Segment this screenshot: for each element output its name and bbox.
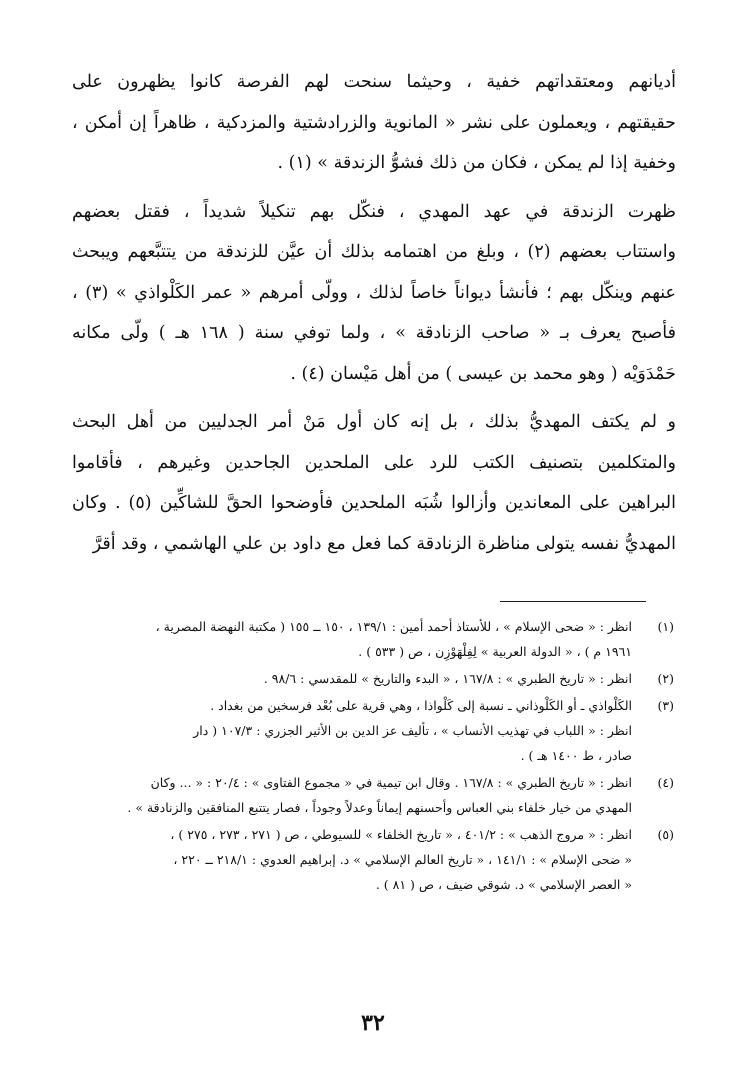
text-line: وخفية إذا لم يمكن ، فكان من ذلك فشوُّ الزندقة » (١) . <box>277 153 676 173</box>
text-line: حقيقتهم ، ويعملون على نشر « المانوية والزرادشتية والمزدكية ، ظاهراً إن أمكن ، <box>72 112 676 133</box>
footnote-3 <box>74 693 674 768</box>
footnote-line: صادر ، ط ١٤٠٠ هـ ) . <box>520 748 632 763</box>
text-line: واستتاب بعضهم (٢) ، وبلغ من اهتمامه بذلك أن عيَّن للزندقة من يتتبَّعهم ويبحث <box>72 242 677 262</box>
footnote-line: انظر : « مروج الذهب » : ٤٠١/٢ ، « تاريخ الخلفاء » للسيوطي ، ص ( ٢٧١ ، ٢٧٣ ، ٢٧٥ ) ، <box>170 827 632 842</box>
paragraph-1 <box>72 62 676 184</box>
text-line: فأصبح يعرف بـ « صاحب الزنادقة » ، ولما توفي سنة ( ١٦٨ هـ ) ولّى مكانه <box>72 323 676 343</box>
footnote-line: الكَلْواذي ـ أو الكَلْوذاني ـ نسبة إلى كَلْواذا ، وهي قرية على بُعْد فرسخين من بغداد . <box>210 698 632 713</box>
footnote-number: (٥) <box>657 827 674 842</box>
footnote-1 <box>74 614 674 664</box>
footnote-number: (٢) <box>657 671 674 686</box>
paragraph-2 <box>72 192 676 395</box>
text-line: المهديُّ نفسه يتولى مناظرة الزنادقة كما فعل مع داود بن علي الهاشمي ، وقد أقرَّ <box>92 533 676 554</box>
footnote-line: « العصر الإسلامي » د. شوقي ضيف ، ص ( ٨١ ) . <box>375 877 632 892</box>
footnote-line: انظر : « ضحى الإسلام » ، للأستاذ أحمد أمين : ١٣٩/١ ، ١٥٠ ــ ١٥٥ ( مكتبة النهضة المصرية ، <box>155 619 632 634</box>
main-text <box>72 62 676 564</box>
footnote-number: (١) <box>657 619 674 634</box>
footnote-2 <box>74 666 674 691</box>
footnote-number: (٤) <box>657 775 674 790</box>
footnote-4 <box>74 770 674 820</box>
footnote-text <box>74 693 632 768</box>
text-line: حَمْدَوَيْه ( وهو محمد بن عيسى ) من أهل مَيْسان (٤) . <box>290 363 676 384</box>
text-line: أديانهم ومعتقداتهم خفية ، وحيثما سنحت لهم الفرصة كانوا يظهرون على <box>72 72 676 92</box>
footnote-text <box>74 666 632 691</box>
text-line: و لم يكتف المهديُّ بذلك ، بل إنه كان أول مَنْ أمر الجدليين من أهل البحث <box>72 412 676 432</box>
footnote-line: المهدي من خيار خلفاء بني العباس وأحسنهم إيماناً وعدلاً وجوداً ، فصار يتتبع المنافقين والزنادقة » . <box>127 800 632 815</box>
footnote-line: انظر : « تاريخ الطبري » : ١٦٧/٨ . وقال ابن تيمية في « مجموع الفتاوى » : ٢٠/٤ : « ... وكان <box>150 775 632 790</box>
text-line: والمتكلمين بتصنيف الكتب للرد على الملحدين الجاحدين وغيرهم ، فأقاموا <box>72 452 676 473</box>
page-number: ٣٢ <box>361 1010 385 1036</box>
text-line: عنهم وينكّل بهم ؛ فأنشأ ديواناً خاصاً لذلك ، وولّى أمرهم « عمر الكَلْواذي » (٣) ، <box>72 282 676 303</box>
footnote-text <box>74 822 632 897</box>
footnote-5 <box>74 822 674 897</box>
text-line: البراهين على المعاندين وأزالوا شُبَه الملحدين فأوضحوا الحقَّ للشاكِّين (٥) . وكان <box>72 493 676 513</box>
footnote-line: انظر : « اللباب في تهذيب الأنساب » ، تأليف عز الدين بن الأثير الجزري : ١٠٧/٣ ( دار <box>193 723 632 738</box>
footnote-line: انظر : « تاريخ الطبري » : ١٦٧/٨ ، « البدء والتاريخ » للمقدسي : ٩٨/٦ . <box>263 671 632 686</box>
footnote-line: « ضحى الإسلام » : ١٤١/١ ، « تاريخ العالم الإسلامي » د. إبراهيم العدوي : ٢١٨/١ ــ ٢٢٠ ، <box>173 852 632 867</box>
footnote-text <box>74 770 632 820</box>
footnotes <box>74 614 674 899</box>
footnote-separator <box>500 601 646 602</box>
text-line: ظهرت الزندقة في عهد المهدي ، فنكّل بهم تنكيلاً شديداً ، فقتل بعضهم <box>72 201 676 222</box>
footnote-text <box>74 614 632 664</box>
footnote-line: ١٩٦١ م ) ، « الدولة العربية » لِفِلْهَوْزِن ، ص ( ٥٣٣ ) . <box>358 644 632 659</box>
footnote-number: (٣) <box>657 698 674 713</box>
paragraph-3 <box>72 402 676 564</box>
